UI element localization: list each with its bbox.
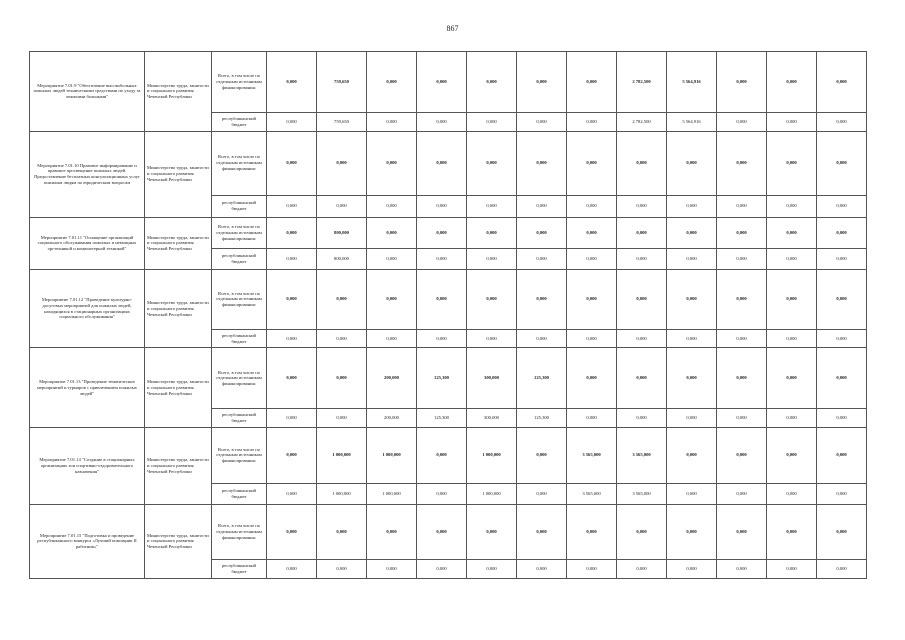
amount-cell: 0,000 — [517, 269, 567, 329]
amount-cell: 0,000 — [467, 560, 517, 579]
amount-cell: 0,000 — [717, 428, 767, 484]
amount-cell: 0,000 — [667, 217, 717, 248]
amount-cell: 0,000 — [517, 112, 567, 131]
amount-cell: 0,000 — [817, 329, 867, 348]
amount-cell: 0,000 — [617, 560, 667, 579]
amount-cell: 0,000 — [567, 112, 617, 131]
amount-cell: 0,000 — [267, 195, 317, 217]
amount-cell: 0,000 — [667, 560, 717, 579]
amount-cell: 0,000 — [517, 560, 567, 579]
amount-cell: 0,000 — [817, 504, 867, 560]
amount-cell: 0,000 — [767, 504, 817, 560]
source-label-total: Всего, в том числе по отдельным источникам финансирования: — [212, 217, 267, 248]
amount-cell: 0,000 — [517, 195, 567, 217]
amount-cell: 0,000 — [417, 428, 467, 484]
amount-cell: 0,000 — [767, 131, 817, 195]
page-number: 867 — [446, 24, 459, 33]
amount-cell: 0,000 — [367, 112, 417, 131]
amount-cell: 0,000 — [267, 504, 317, 560]
amount-cell: 0,000 — [617, 348, 667, 409]
amount-cell: 0,000 — [417, 560, 467, 579]
source-label-budget: республиканский бюджет — [212, 195, 267, 217]
source-label-total: Всего, в том числе по отдельным источникам финансирования: — [212, 504, 267, 560]
source-label-total: Всего, в том числе по отдельным источникам финансирования: — [212, 52, 267, 113]
amount-cell: 0,000 — [367, 248, 417, 269]
amount-cell: 0,000 — [667, 131, 717, 195]
executor-name: Министерство труда, занятости и социального развития Чеченской Республики — [145, 269, 212, 348]
amount-cell: 0,000 — [667, 504, 717, 560]
amount-cell: 0,000 — [567, 195, 617, 217]
amount-cell: 0,000 — [667, 409, 717, 428]
amount-cell: 0,000 — [417, 195, 467, 217]
table-row-total — [30, 52, 867, 113]
table-row-total — [30, 131, 867, 195]
amount-cell: 0,000 — [267, 131, 317, 195]
amount-cell: 0,000 — [267, 52, 317, 113]
amount-cell: 759,650 — [317, 52, 367, 113]
amount-cell: 0,000 — [417, 483, 467, 504]
amount-cell: 300,000 — [467, 348, 517, 409]
source-label-budget: республиканский бюджет — [212, 112, 267, 131]
amount-cell: 0,000 — [567, 52, 617, 113]
amount-cell: 0,000 — [817, 428, 867, 484]
amount-cell: 0,000 — [717, 112, 767, 131]
executor-name: Министерство труда, занятости и социального развития Чеченской Республики — [145, 348, 212, 428]
amount-cell: 0,000 — [517, 217, 567, 248]
amount-cell: 0,000 — [617, 195, 667, 217]
amount-cell: 0,000 — [767, 428, 817, 484]
amount-cell: 0,000 — [767, 409, 817, 428]
source-label-budget: республиканский бюджет — [212, 483, 267, 504]
executor-name: Министерство труда, занятости и социального развития Чеченской Республики — [145, 428, 212, 504]
amount-cell: 0,000 — [817, 112, 867, 131]
amount-cell: 1 000,000 — [317, 428, 367, 484]
amount-cell: 0,000 — [267, 112, 317, 131]
executor-name: Министерство труда, занятости и социального развития Чеченской Республики — [145, 504, 212, 578]
amount-cell: 0,000 — [667, 329, 717, 348]
amount-cell: 5 564,916 — [667, 112, 717, 131]
amount-cell: 759,650 — [317, 112, 367, 131]
executor-name: Министерство труда, занятости и социального развития Чеченской Республики — [145, 131, 212, 217]
amount-cell: 0,000 — [367, 504, 417, 560]
amount-cell: 0,000 — [467, 131, 517, 195]
amount-cell: 1 000,000 — [317, 483, 367, 504]
amount-cell: 0,000 — [767, 248, 817, 269]
amount-cell: 2 782,500 — [617, 52, 667, 113]
amount-cell: 0,000 — [717, 52, 767, 113]
amount-cell: 0,000 — [467, 329, 517, 348]
amount-cell: 0,000 — [617, 131, 667, 195]
measure-name: Мероприятие 7.01.14 "Создание в стационарных организациях зон спортивно-оздоровительного назначения" — [30, 428, 145, 504]
amount-cell: 0,000 — [467, 112, 517, 131]
amount-cell: 0,000 — [767, 217, 817, 248]
measure-name: Мероприятие 7.01.13 "Проведение тематических мероприятий и турниров с привлечением пожилых людей" — [30, 348, 145, 428]
amount-cell: 0,000 — [717, 504, 767, 560]
amount-cell: 0,000 — [817, 217, 867, 248]
amount-cell: 0,000 — [817, 248, 867, 269]
amount-cell: 0,000 — [317, 131, 367, 195]
amount-cell: 0,000 — [517, 131, 567, 195]
amount-cell: 0,000 — [767, 269, 817, 329]
amount-cell: 1 000,000 — [467, 483, 517, 504]
table-row-total — [30, 217, 867, 248]
amount-cell: 800,000 — [317, 248, 367, 269]
amount-cell: 0,000 — [717, 483, 767, 504]
amount-cell: 0,000 — [367, 329, 417, 348]
amount-cell: 0,000 — [817, 52, 867, 113]
amount-cell: 0,000 — [367, 269, 417, 329]
source-label-budget: республиканский бюджет — [212, 560, 267, 579]
amount-cell: 0,000 — [717, 409, 767, 428]
amount-cell: 0,000 — [667, 195, 717, 217]
table-row-total — [30, 504, 867, 560]
amount-cell: 0,000 — [417, 131, 467, 195]
amount-cell: 0,000 — [267, 483, 317, 504]
amount-cell: 3 565,000 — [567, 428, 617, 484]
amount-cell: 0,000 — [267, 248, 317, 269]
amount-cell: 0,000 — [467, 217, 517, 248]
amount-cell: 0,000 — [767, 348, 817, 409]
amount-cell: 0,000 — [617, 504, 667, 560]
source-label-budget: республиканский бюджет — [212, 329, 267, 348]
amount-cell: 0,000 — [667, 483, 717, 504]
amount-cell: 0,000 — [717, 269, 767, 329]
amount-cell: 0,000 — [367, 52, 417, 113]
amount-cell: 0,000 — [517, 329, 567, 348]
amount-cell: 0,000 — [417, 329, 467, 348]
amount-cell: 0,000 — [817, 269, 867, 329]
amount-cell: 0,000 — [467, 195, 517, 217]
amount-cell: 0,000 — [267, 269, 317, 329]
amount-cell: 0,000 — [417, 217, 467, 248]
amount-cell: 5 564,916 — [667, 52, 717, 113]
amount-cell: 0,000 — [417, 504, 467, 560]
amount-cell: 0,000 — [717, 131, 767, 195]
amount-cell: 3 565,000 — [567, 483, 617, 504]
amount-cell: 0,000 — [767, 483, 817, 504]
source-label-total: Всего, в том числе по отдельным источникам финансирования: — [212, 131, 267, 195]
amount-cell: 0,000 — [267, 329, 317, 348]
amount-cell: 0,000 — [567, 560, 617, 579]
amount-cell: 0,000 — [567, 131, 617, 195]
amount-cell: 0,000 — [767, 112, 817, 131]
table-row-total — [30, 269, 867, 329]
executor-name: Министерство труда, занятости и социального развития Чеченской Республики — [145, 52, 212, 132]
amount-cell: 1 000,000 — [367, 483, 417, 504]
measure-name: Мероприятие 7.01.15 "Подготовка и проведение республиканского конкурса «Лучший помощник II работник»" — [30, 504, 145, 578]
amount-cell: 0,000 — [417, 112, 467, 131]
amount-cell: 0,000 — [817, 560, 867, 579]
amount-cell: 0,000 — [617, 269, 667, 329]
amount-cell: 0,000 — [417, 52, 467, 113]
amount-cell: 0,000 — [617, 248, 667, 269]
amount-cell: 0,000 — [567, 217, 617, 248]
amount-cell: 0,000 — [417, 248, 467, 269]
amount-cell: 0,000 — [717, 329, 767, 348]
amount-cell: 0,000 — [817, 131, 867, 195]
amount-cell: 0,000 — [817, 409, 867, 428]
amount-cell: 0,000 — [617, 329, 667, 348]
amount-cell: 0,000 — [567, 504, 617, 560]
amount-cell: 0,000 — [767, 560, 817, 579]
amount-cell: 0,000 — [467, 269, 517, 329]
amount-cell: 125,300 — [517, 409, 567, 428]
amount-cell: 0,000 — [767, 195, 817, 217]
measure-name: Мероприятие 7.01.9 "Обеспечение высокобольных пожилых людей техническими средствами по уходу за лежачими больными" — [30, 52, 145, 132]
source-label-total: Всего, в том числе по отдельным источникам финансирования: — [212, 269, 267, 329]
measure-name: Мероприятие 7.01.12 "Проведение культурно-досуговых мероприятий для пожилых людей, находящихся в стационарных организациях социального обслуживания" — [30, 269, 145, 348]
amount-cell: 0,000 — [717, 195, 767, 217]
amount-cell: 0,000 — [267, 217, 317, 248]
amount-cell: 0,000 — [617, 217, 667, 248]
amount-cell: 125,300 — [517, 348, 567, 409]
amount-cell: 0,000 — [667, 248, 717, 269]
amount-cell: 0,000 — [667, 428, 717, 484]
amount-cell: 200,000 — [367, 409, 417, 428]
amount-cell: 0,000 — [617, 409, 667, 428]
amount-cell: 0,000 — [267, 409, 317, 428]
amount-cell: 0,000 — [817, 483, 867, 504]
amount-cell: 1 000,000 — [467, 428, 517, 484]
source-label-budget: республиканский бюджет — [212, 248, 267, 269]
amount-cell: 0,000 — [717, 248, 767, 269]
source-label-total: Всего, в том числе по отдельным источникам финансирования: — [212, 428, 267, 484]
amount-cell: 0,000 — [817, 348, 867, 409]
amount-cell: 3 565,000 — [617, 428, 667, 484]
amount-cell: 0,000 — [767, 52, 817, 113]
amount-cell: 300,000 — [467, 409, 517, 428]
amount-cell: 0,000 — [317, 269, 367, 329]
amount-cell: 0,000 — [667, 269, 717, 329]
amount-cell: 0,000 — [367, 217, 417, 248]
amount-cell: 0,000 — [267, 428, 317, 484]
amount-cell: 0,000 — [517, 504, 567, 560]
amount-cell: 0,000 — [267, 560, 317, 579]
amount-cell: 0,000 — [417, 269, 467, 329]
amount-cell: 0,000 — [367, 131, 417, 195]
measure-name: Мероприятие 7.01.11 "Оснащение организаций социального обслуживания пожилых и немощных оргтехникой и компьютерной техникой" — [30, 217, 145, 269]
table-row-total — [30, 428, 867, 484]
amount-cell: 0,000 — [667, 348, 717, 409]
amount-cell: 0,000 — [717, 217, 767, 248]
amount-cell: 0,000 — [767, 329, 817, 348]
source-label-total: Всего, в том числе по отдельным источникам финансирования: — [212, 348, 267, 409]
amount-cell: 0,000 — [467, 504, 517, 560]
amount-cell: 0,000 — [567, 409, 617, 428]
amount-cell: 0,000 — [567, 348, 617, 409]
amount-cell: 0,000 — [517, 248, 567, 269]
amount-cell: 0,000 — [317, 329, 367, 348]
amount-cell: 0,000 — [317, 348, 367, 409]
amount-cell: 125,300 — [417, 409, 467, 428]
amount-cell: 0,000 — [317, 504, 367, 560]
amount-cell: 0,000 — [517, 428, 567, 484]
amount-cell: 0,000 — [267, 348, 317, 409]
amount-cell: 800,000 — [317, 217, 367, 248]
amount-cell: 2 782,500 — [617, 112, 667, 131]
amount-cell: 0,000 — [467, 52, 517, 113]
amount-cell: 0,000 — [817, 195, 867, 217]
table-row-total — [30, 348, 867, 409]
amount-cell: 3 565,000 — [617, 483, 667, 504]
amount-cell: 0,000 — [367, 195, 417, 217]
amount-cell: 0,000 — [367, 560, 417, 579]
amount-cell: 0,000 — [567, 248, 617, 269]
amount-cell: 0,000 — [317, 409, 367, 428]
amount-cell: 200,000 — [367, 348, 417, 409]
source-label-budget: республиканский бюджет — [212, 409, 267, 428]
amount-cell: 0,000 — [567, 329, 617, 348]
amount-cell: 0,000 — [317, 195, 367, 217]
amount-cell: 0,000 — [517, 483, 567, 504]
amount-cell: 0,000 — [567, 269, 617, 329]
amount-cell: 0,000 — [467, 248, 517, 269]
amount-cell: 0,000 — [717, 560, 767, 579]
amount-cell: 0,000 — [317, 560, 367, 579]
amount-cell: 0,000 — [517, 52, 567, 113]
amount-cell: 125,300 — [417, 348, 467, 409]
budget-table — [29, 51, 867, 579]
amount-cell: 0,000 — [717, 348, 767, 409]
executor-name: Министерство труда, занятости и социального развития Чеченской Республики — [145, 217, 212, 269]
amount-cell: 1 000,000 — [367, 428, 417, 484]
measure-name: Мероприятие 7.01.10 Правовое информирование и правовое просвещение пожилых людей. Предоставление бесплатных консультационных услуг пожилым людям по юридическим вопросам — [30, 131, 145, 217]
